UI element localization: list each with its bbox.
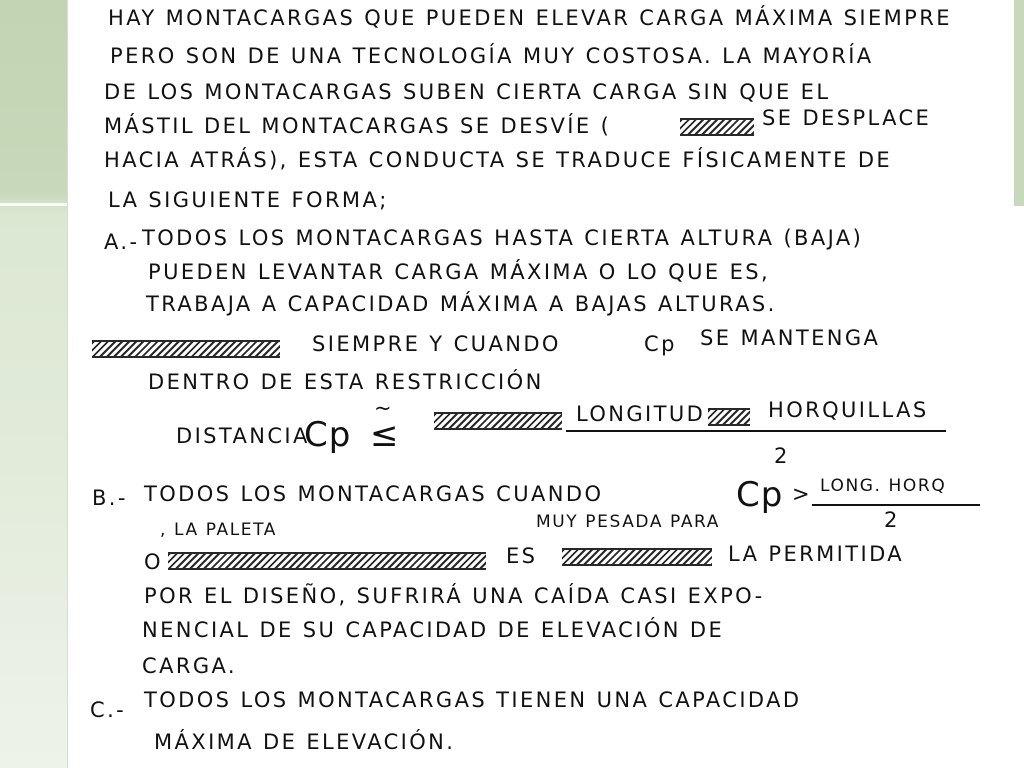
formula-crossed-word-1: [434, 412, 562, 430]
item-b-crossed-phrase-2: [562, 548, 712, 566]
intro-line-3: DE LOS MONTACARGAS SUBEN CIERTA CARGA SIN QUE EL: [104, 80, 831, 104]
intro-line-4: MÁSTIL DEL MONTACARGAS SE DESVÍE (: [104, 114, 612, 138]
left-decorative-panel: [0, 0, 68, 768]
item-b-insert-left: , LA PALETA: [160, 520, 278, 540]
intro-line-5: HACIA ATRÁS), ESTA CONDUCTA SE TRADUCE FÍSICAMENTE DE: [104, 148, 893, 172]
formula-leq-sign: ≤: [370, 415, 400, 455]
item-b-line-3: POR EL DISEÑO, SUFRIRÁ UNA CAÍDA CASI EXPO-: [144, 584, 765, 608]
item-b-cp-symbol: Cp: [736, 475, 784, 515]
formula-distance-label: DISTANCIA: [176, 424, 310, 448]
handwritten-page: [68, 0, 1014, 768]
item-b-fraction-numerator: LONG. HORQ: [820, 476, 947, 496]
formula-numerator: LONGITUD: [576, 402, 706, 426]
item-b-line-es: ES: [506, 544, 538, 568]
item-b-fraction-denominator: 2: [884, 508, 900, 532]
item-b-fraction-bar: [812, 504, 980, 506]
item-b-crossed-phrase-1: [168, 552, 486, 570]
formula-denominator: 2: [774, 444, 790, 468]
intro-line-4-tail: SE DESPLACE: [762, 106, 932, 130]
item-c-line-2: MÁXIMA DE ELEVACIÓN.: [154, 730, 456, 754]
intro-line-2: PERO SON DE UNA TECNOLOGÍA MUY COSTOSA. LA MAYORÍA: [110, 44, 874, 68]
item-a-line-3: TRABAJA A CAPACIDAD MÁXIMA A BAJAS ALTURAS.: [146, 292, 777, 316]
item-b-line-4: NENCIAL DE SU CAPACIDAD DE ELEVACIÓN DE: [142, 618, 725, 642]
item-c-line-1: TODOS LOS MONTACARGAS TIENEN UNA CAPACIDAD: [144, 688, 802, 712]
item-b-line-o: O: [144, 550, 163, 574]
right-decorative-strip: [1014, 0, 1024, 206]
formula-crossed-word-2: [708, 408, 750, 426]
formula-cp-symbol: Cp: [304, 415, 352, 455]
item-a-line-5: DENTRO DE ESTA RESTRICCIÓN: [148, 370, 544, 394]
item-b-line-5: CARGA.: [142, 654, 237, 678]
item-b-insert-right: MUY PESADA PARA: [536, 512, 720, 532]
item-b-gt-sign: >: [792, 482, 812, 506]
item-b-marker: B.-: [92, 486, 128, 510]
formula-numerator-tail: HORQUILLAS: [768, 398, 929, 422]
item-b-line-1: TODOS LOS MONTACARGAS CUANDO: [144, 482, 604, 506]
item-c-marker: C.-: [90, 698, 127, 722]
item-a-marker: A.-: [104, 230, 140, 254]
panel-divider: [0, 203, 68, 206]
item-a-cp-symbol: Cp: [644, 332, 677, 356]
item-a-line-4-tail: SE MANTENGA: [700, 326, 881, 350]
formula-fraction-bar: [566, 430, 946, 432]
intro-line-6: LA SIGUIENTE FORMA;: [108, 188, 389, 212]
intro-line-1: HAY MONTACARGAS QUE PUEDEN ELEVAR CARGA MÁXIMA SIEMPRE: [108, 6, 952, 30]
item-a-line-4: SIEMPRE Y CUANDO: [312, 332, 561, 356]
crossed-out-phrase: [92, 340, 280, 358]
formula-approx-sign: ~: [374, 396, 394, 420]
item-a-line-2: PUEDEN LEVANTAR CARGA MÁXIMA O LO QUE ES,: [148, 260, 771, 284]
crossed-out-word: [680, 118, 754, 136]
item-b-line-permitida: LA PERMITIDA: [728, 542, 905, 566]
item-a-line-1: TODOS LOS MONTACARGAS HASTA CIERTA ALTURA (BAJA): [142, 226, 864, 250]
